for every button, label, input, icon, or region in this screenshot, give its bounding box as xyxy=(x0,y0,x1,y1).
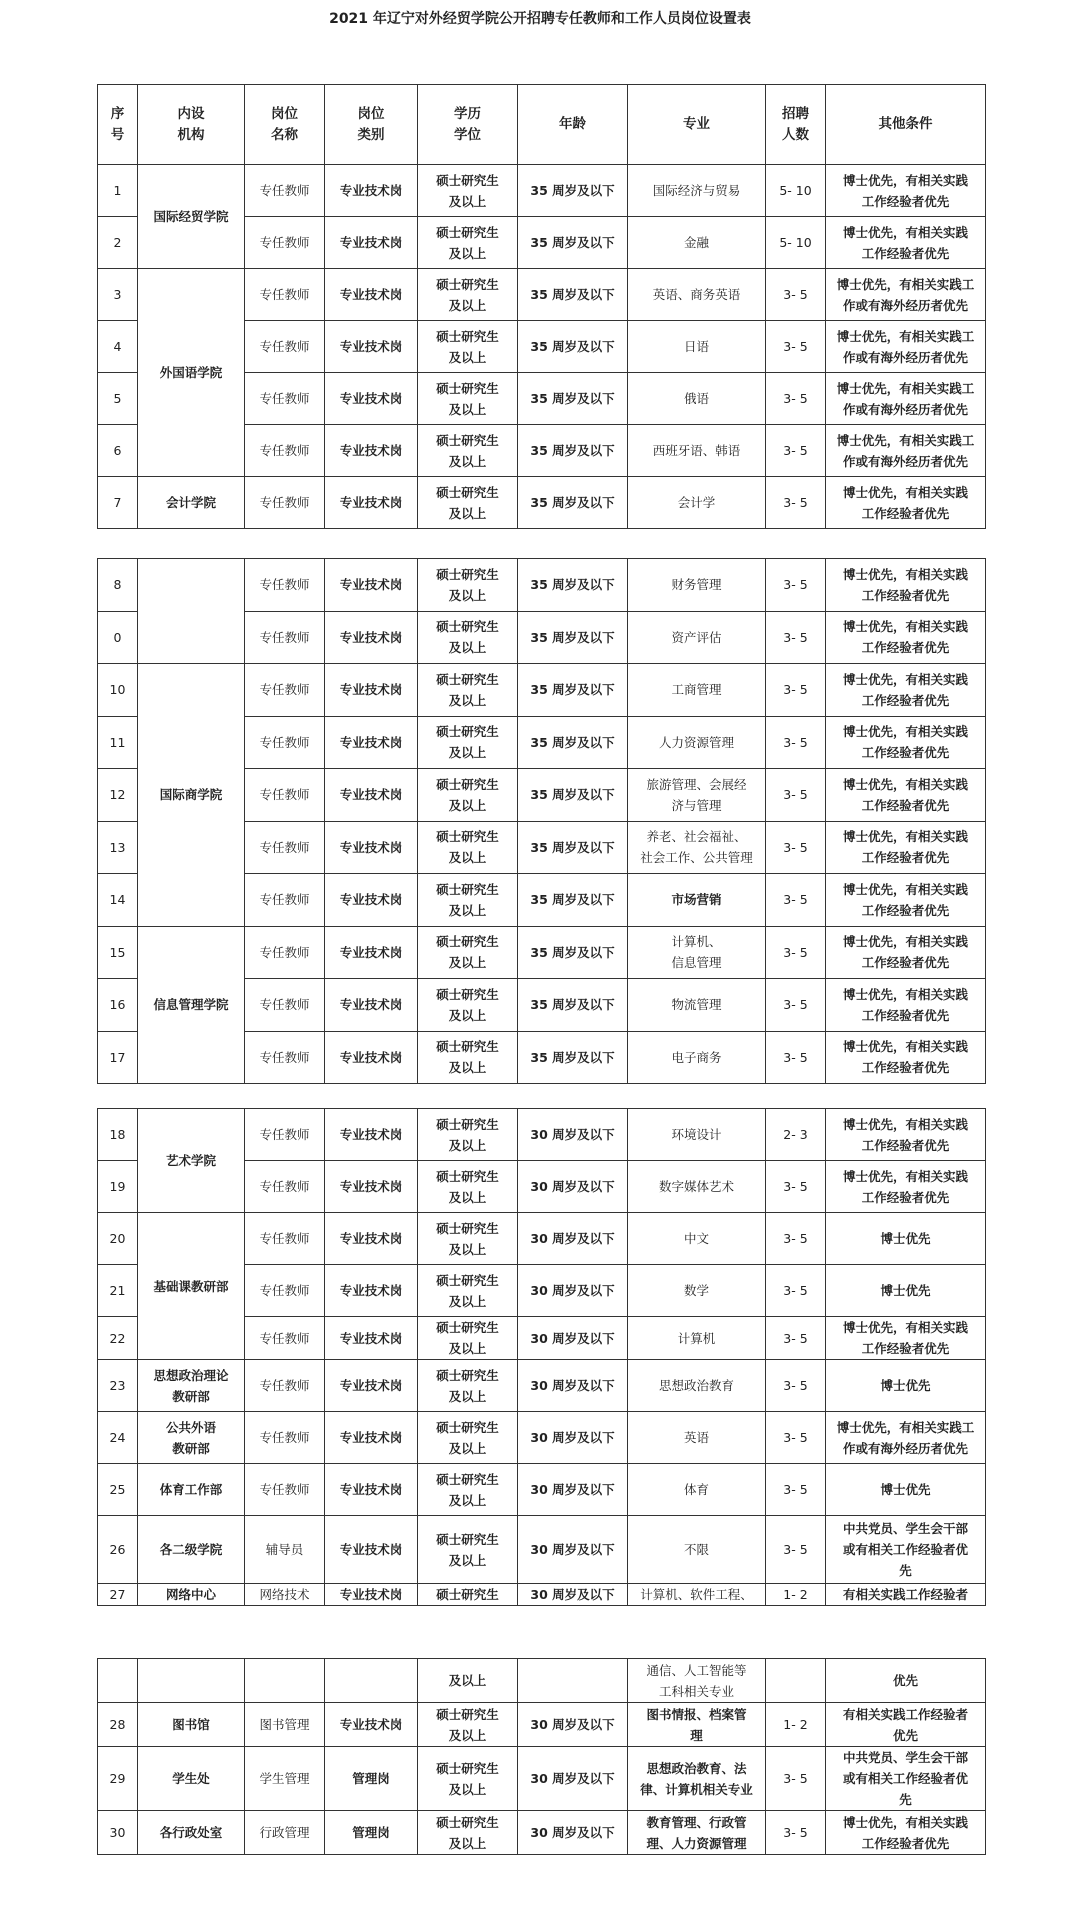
age-cell: 35 周岁及以下 xyxy=(518,926,628,979)
major-cell: 中文 xyxy=(628,1213,766,1265)
other-conditions-cell: 博士优先，有相关实践 工作经验者优先 xyxy=(826,165,986,217)
post-name-cell: 图书管理 xyxy=(245,1703,325,1747)
major-cell: 图书情报、档案管 理 xyxy=(628,1703,766,1747)
post-type-cell: 专业技术岗 xyxy=(325,269,418,321)
major-cell: 工商管理 xyxy=(628,664,766,717)
unit-cell: 基础课教研部 xyxy=(138,1213,245,1360)
row-number: 29 xyxy=(98,1747,138,1811)
count-cell: 3- 5 xyxy=(766,269,826,321)
age-cell: 35 周岁及以下 xyxy=(518,321,628,373)
post-type-cell: 专业技术岗 xyxy=(325,559,418,612)
post-type-cell: 专业技术岗 xyxy=(325,1464,418,1516)
row-number: 15 xyxy=(98,926,138,979)
table-row xyxy=(98,1516,986,1584)
table-row xyxy=(98,269,986,321)
major-cell: 资产评估 xyxy=(628,611,766,664)
post-name-cell: 专任教师 xyxy=(245,979,325,1032)
post-type-cell: 专业技术岗 xyxy=(325,926,418,979)
age-cell: 30 周岁及以下 xyxy=(518,1317,628,1360)
table-row xyxy=(98,664,986,717)
other-conditions-cell: 中共党员、学生会干部 或有相关工作经验者优 先 xyxy=(826,1516,986,1584)
post-type-cell: 专业技术岗 xyxy=(325,217,418,269)
age-cell xyxy=(518,1659,628,1703)
other-conditions-cell: 博士优先 xyxy=(826,1464,986,1516)
age-cell: 35 周岁及以下 xyxy=(518,559,628,612)
education-cell: 硕士研究生 及以上 xyxy=(418,269,518,321)
age-cell: 30 周岁及以下 xyxy=(518,1360,628,1412)
row-number: 8 xyxy=(98,559,138,612)
post-name-cell: 专任教师 xyxy=(245,1109,325,1161)
other-conditions-cell: 有相关实践工作经验者 优先 xyxy=(826,1703,986,1747)
unit-cell: 各行政处室 xyxy=(138,1811,245,1855)
post-name-cell: 辅导员 xyxy=(245,1516,325,1584)
row-number: 10 xyxy=(98,664,138,717)
other-conditions-cell: 博士优先，有相关实践工 作或有海外经历者优先 xyxy=(826,1412,986,1464)
education-cell: 硕士研究生 及以上 xyxy=(418,321,518,373)
education-cell: 硕士研究生 及以上 xyxy=(418,373,518,425)
page-title: 2021 年辽宁对外经贸学院公开招聘专任教师和工作人员岗位设置表 xyxy=(329,11,751,27)
education-cell: 及以上 xyxy=(418,1659,518,1703)
age-cell: 30 周岁及以下 xyxy=(518,1584,628,1606)
table-row xyxy=(98,1464,986,1516)
other-conditions-cell: 博士优先，有相关实践 工作经验者优先 xyxy=(826,1811,986,1855)
post-type-cell: 专业技术岗 xyxy=(325,165,418,217)
post-type-cell: 专业技术岗 xyxy=(325,1265,418,1317)
age-cell: 35 周岁及以下 xyxy=(518,874,628,927)
major-cell: 思想政治教育、法 律、计算机相关专业 xyxy=(628,1747,766,1811)
count-cell: 2- 3 xyxy=(766,1109,826,1161)
education-cell: 硕士研究生 及以上 xyxy=(418,874,518,927)
age-cell: 35 周岁及以下 xyxy=(518,373,628,425)
age-cell: 35 周岁及以下 xyxy=(518,979,628,1032)
count-cell xyxy=(766,1659,826,1703)
row-number: 6 xyxy=(98,425,138,477)
post-name-cell: 专任教师 xyxy=(245,217,325,269)
age-cell: 30 周岁及以下 xyxy=(518,1265,628,1317)
education-cell: 硕士研究生 及以上 xyxy=(418,716,518,769)
col-header-unit: 内设 机构 xyxy=(138,85,245,165)
row-number: 21 xyxy=(98,1265,138,1317)
major-cell: 思想政治教育 xyxy=(628,1360,766,1412)
col-header-age: 年龄 xyxy=(518,85,628,165)
age-cell: 35 周岁及以下 xyxy=(518,1031,628,1084)
major-cell: 养老、社会福祉、 社会工作、公共管理 xyxy=(628,821,766,874)
age-cell: 30 周岁及以下 xyxy=(518,1161,628,1213)
row-number: 14 xyxy=(98,874,138,927)
major-cell: 人力资源管理 xyxy=(628,716,766,769)
table-row xyxy=(98,926,986,979)
education-cell: 硕士研究生 及以上 xyxy=(418,664,518,717)
count-cell: 1- 2 xyxy=(766,1584,826,1606)
other-conditions-cell: 博士优先，有相关实践 工作经验者优先 xyxy=(826,217,986,269)
count-cell: 3- 5 xyxy=(766,821,826,874)
row-number: 23 xyxy=(98,1360,138,1412)
count-cell: 1- 2 xyxy=(766,1703,826,1747)
post-name-cell: 专任教师 xyxy=(245,716,325,769)
count-cell: 3- 5 xyxy=(766,477,826,529)
count-cell: 3- 5 xyxy=(766,373,826,425)
age-cell: 35 周岁及以下 xyxy=(518,769,628,822)
unit-cell xyxy=(138,559,245,664)
post-name-cell: 专任教师 xyxy=(245,477,325,529)
post-type-cell: 专业技术岗 xyxy=(325,1031,418,1084)
post-type-cell: 专业技术岗 xyxy=(325,716,418,769)
education-cell: 硕士研究生 及以上 xyxy=(418,1213,518,1265)
row-number: 12 xyxy=(98,769,138,822)
major-cell: 教育管理、行政管 理、人力资源管理 xyxy=(628,1811,766,1855)
post-name-cell: 专任教师 xyxy=(245,321,325,373)
major-cell: 数学 xyxy=(628,1265,766,1317)
age-cell: 30 周岁及以下 xyxy=(518,1747,628,1811)
other-conditions-cell: 博士优先，有相关实践 工作经验者优先 xyxy=(826,559,986,612)
count-cell: 3- 5 xyxy=(766,1360,826,1412)
education-cell: 硕士研究生 及以上 xyxy=(418,1412,518,1464)
major-cell: 物流管理 xyxy=(628,979,766,1032)
recruit-table-page-4 xyxy=(97,1658,986,1855)
major-cell: 计算机 xyxy=(628,1317,766,1360)
post-name-cell: 专任教师 xyxy=(245,559,325,612)
education-cell: 硕士研究生 及以上 xyxy=(418,769,518,822)
major-cell: 旅游管理、会展经 济与管理 xyxy=(628,769,766,822)
education-cell: 硕士研究生 及以上 xyxy=(418,821,518,874)
post-type-cell: 专业技术岗 xyxy=(325,1161,418,1213)
major-cell: 不限 xyxy=(628,1516,766,1584)
post-type-cell: 专业技术岗 xyxy=(325,1703,418,1747)
post-name-cell: 专任教师 xyxy=(245,1031,325,1084)
post-type-cell: 专业技术岗 xyxy=(325,769,418,822)
major-cell: 金融 xyxy=(628,217,766,269)
unit-cell: 网络中心 xyxy=(138,1584,245,1606)
education-cell: 硕士研究生 及以上 xyxy=(418,425,518,477)
post-name-cell: 专任教师 xyxy=(245,664,325,717)
unit-cell: 国际经贸学院 xyxy=(138,165,245,269)
post-name-cell: 专任教师 xyxy=(245,1412,325,1464)
row-number: 27 xyxy=(98,1584,138,1606)
age-cell: 30 周岁及以下 xyxy=(518,1412,628,1464)
header-row xyxy=(98,85,986,165)
major-cell: 俄语 xyxy=(628,373,766,425)
post-type-cell: 专业技术岗 xyxy=(325,979,418,1032)
post-type-cell xyxy=(325,1659,418,1703)
education-cell: 硕士研究生 及以上 xyxy=(418,217,518,269)
other-conditions-cell: 博士优先 xyxy=(826,1360,986,1412)
major-cell: 财务管理 xyxy=(628,559,766,612)
unit-cell: 学生处 xyxy=(138,1747,245,1811)
age-cell: 30 周岁及以下 xyxy=(518,1213,628,1265)
education-cell: 硕士研究生 及以上 xyxy=(418,1317,518,1360)
table-row xyxy=(98,559,986,612)
education-cell: 硕士研究生 及以上 xyxy=(418,559,518,612)
other-conditions-cell: 博士优先，有相关实践 工作经验者优先 xyxy=(826,821,986,874)
table-row xyxy=(98,1360,986,1412)
row-number: 24 xyxy=(98,1412,138,1464)
count-cell: 3- 5 xyxy=(766,716,826,769)
education-cell: 硕士研究生 及以上 xyxy=(418,1265,518,1317)
table-row xyxy=(98,1811,986,1855)
row-number: 11 xyxy=(98,716,138,769)
age-cell: 30 周岁及以下 xyxy=(518,1516,628,1584)
post-name-cell: 专任教师 xyxy=(245,373,325,425)
post-type-cell: 专业技术岗 xyxy=(325,664,418,717)
other-conditions-cell: 中共党员、学生会干部 或有相关工作经验者优 先 xyxy=(826,1747,986,1811)
post-type-cell: 专业技术岗 xyxy=(325,874,418,927)
table-row xyxy=(98,1747,986,1811)
table-row xyxy=(98,165,986,217)
major-cell: 环境设计 xyxy=(628,1109,766,1161)
post-name-cell: 专任教师 xyxy=(245,269,325,321)
unit-cell: 艺术学院 xyxy=(138,1109,245,1213)
major-cell: 电子商务 xyxy=(628,1031,766,1084)
other-conditions-cell: 博士优先，有相关实践 工作经验者优先 xyxy=(826,769,986,822)
age-cell: 35 周岁及以下 xyxy=(518,611,628,664)
row-number: 16 xyxy=(98,979,138,1032)
unit-cell: 会计学院 xyxy=(138,477,245,529)
age-cell: 35 周岁及以下 xyxy=(518,477,628,529)
major-cell: 英语 xyxy=(628,1412,766,1464)
row-number: 26 xyxy=(98,1516,138,1584)
table-row xyxy=(98,1412,986,1464)
post-name-cell: 专任教师 xyxy=(245,1464,325,1516)
recruit-table-page-1 xyxy=(97,84,986,529)
age-cell: 35 周岁及以下 xyxy=(518,664,628,717)
unit-cell: 思想政治理论 教研部 xyxy=(138,1360,245,1412)
other-conditions-cell: 博士优先，有相关实践 工作经验者优先 xyxy=(826,926,986,979)
other-conditions-cell: 博士优先，有相关实践 工作经验者优先 xyxy=(826,664,986,717)
post-name-cell: 专任教师 xyxy=(245,1360,325,1412)
count-cell: 3- 5 xyxy=(766,1516,826,1584)
post-type-cell: 专业技术岗 xyxy=(325,321,418,373)
education-cell: 硕士研究生 及以上 xyxy=(418,1747,518,1811)
unit-cell xyxy=(138,1659,245,1703)
age-cell: 35 周岁及以下 xyxy=(518,821,628,874)
post-name-cell: 专任教师 xyxy=(245,1265,325,1317)
count-cell: 3- 5 xyxy=(766,425,826,477)
count-cell: 3- 5 xyxy=(766,1747,826,1811)
row-number xyxy=(98,1659,138,1703)
education-cell: 硕士研究生 及以上 xyxy=(418,1031,518,1084)
unit-cell: 国际商学院 xyxy=(138,664,245,927)
row-number: 5 xyxy=(98,373,138,425)
post-name-cell: 专任教师 xyxy=(245,874,325,927)
other-conditions-cell: 博士优先，有相关实践 工作经验者优先 xyxy=(826,611,986,664)
col-header-count: 招聘 人数 xyxy=(766,85,826,165)
row-number: 1 xyxy=(98,165,138,217)
other-conditions-cell: 博士优先，有相关实践工 作或有海外经历者优先 xyxy=(826,269,986,321)
other-conditions-cell: 博士优先，有相关实践 工作经验者优先 xyxy=(826,716,986,769)
table-row xyxy=(98,1584,986,1606)
post-name-cell: 行政管理 xyxy=(245,1811,325,1855)
education-cell: 硕士研究生 及以上 xyxy=(418,1161,518,1213)
age-cell: 35 周岁及以下 xyxy=(518,217,628,269)
education-cell: 硕士研究生 及以上 xyxy=(418,165,518,217)
major-cell: 计算机、 信息管理 xyxy=(628,926,766,979)
education-cell: 硕士研究生 及以上 xyxy=(418,1703,518,1747)
post-type-cell: 专业技术岗 xyxy=(325,611,418,664)
major-cell: 日语 xyxy=(628,321,766,373)
post-name-cell: 专任教师 xyxy=(245,1213,325,1265)
row-number: 20 xyxy=(98,1213,138,1265)
education-cell: 硕士研究生 及以上 xyxy=(418,979,518,1032)
age-cell: 35 周岁及以下 xyxy=(518,165,628,217)
count-cell: 5- 10 xyxy=(766,165,826,217)
count-cell: 3- 5 xyxy=(766,559,826,612)
count-cell: 3- 5 xyxy=(766,1317,826,1360)
post-type-cell: 专业技术岗 xyxy=(325,1213,418,1265)
education-cell: 硕士研究生 及以上 xyxy=(418,1811,518,1855)
count-cell: 3- 5 xyxy=(766,979,826,1032)
count-cell: 3- 5 xyxy=(766,1265,826,1317)
other-conditions-cell: 博士优先，有相关实践 工作经验者优先 xyxy=(826,1109,986,1161)
post-type-cell: 专业技术岗 xyxy=(325,1360,418,1412)
col-header-major: 专业 xyxy=(628,85,766,165)
post-name-cell: 专任教师 xyxy=(245,821,325,874)
education-cell: 硕士研究生 及以上 xyxy=(418,1516,518,1584)
col-header-edu: 学历 学位 xyxy=(418,85,518,165)
education-cell: 硕士研究生 及以上 xyxy=(418,1464,518,1516)
age-cell: 30 周岁及以下 xyxy=(518,1811,628,1855)
post-type-cell: 专业技术岗 xyxy=(325,425,418,477)
table-row xyxy=(98,1703,986,1747)
count-cell: 3- 5 xyxy=(766,1464,826,1516)
major-cell: 国际经济与贸易 xyxy=(628,165,766,217)
row-number: 17 xyxy=(98,1031,138,1084)
row-number: 22 xyxy=(98,1317,138,1360)
unit-cell: 信息管理学院 xyxy=(138,926,245,1084)
row-number: 30 xyxy=(98,1811,138,1855)
major-cell: 会计学 xyxy=(628,477,766,529)
unit-cell: 图书馆 xyxy=(138,1703,245,1747)
count-cell: 3- 5 xyxy=(766,1161,826,1213)
age-cell: 35 周岁及以下 xyxy=(518,425,628,477)
post-type-cell: 专业技术岗 xyxy=(325,373,418,425)
post-name-cell: 专任教师 xyxy=(245,1161,325,1213)
post-name-cell: 专任教师 xyxy=(245,926,325,979)
age-cell: 35 周岁及以下 xyxy=(518,716,628,769)
count-cell: 3- 5 xyxy=(766,1412,826,1464)
major-cell: 西班牙语、韩语 xyxy=(628,425,766,477)
post-type-cell: 专业技术岗 xyxy=(325,1317,418,1360)
other-conditions-cell: 博士优先，有相关实践工 作或有海外经历者优先 xyxy=(826,321,986,373)
education-cell: 硕士研究生 及以上 xyxy=(418,926,518,979)
education-cell: 硕士研究生 及以上 xyxy=(418,1109,518,1161)
other-conditions-cell: 博士优先 xyxy=(826,1213,986,1265)
age-cell: 30 周岁及以下 xyxy=(518,1464,628,1516)
education-cell: 硕士研究生 xyxy=(418,1584,518,1606)
other-conditions-cell: 博士优先，有相关实践 工作经验者优先 xyxy=(826,1031,986,1084)
count-cell: 5- 10 xyxy=(766,217,826,269)
post-type-cell: 专业技术岗 xyxy=(325,821,418,874)
post-type-cell: 专业技术岗 xyxy=(325,1584,418,1606)
age-cell: 35 周岁及以下 xyxy=(518,269,628,321)
other-conditions-cell: 博士优先，有相关实践 工作经验者优先 xyxy=(826,477,986,529)
col-header-type: 岗位 类别 xyxy=(325,85,418,165)
table-row xyxy=(98,1659,986,1703)
other-conditions-cell: 有相关实践工作经验者 xyxy=(826,1584,986,1606)
unit-cell: 公共外语 教研部 xyxy=(138,1412,245,1464)
post-type-cell: 专业技术岗 xyxy=(325,477,418,529)
post-type-cell: 专业技术岗 xyxy=(325,1109,418,1161)
row-number: 0 xyxy=(98,611,138,664)
col-header-other: 其他条件 xyxy=(826,85,986,165)
education-cell: 硕士研究生 及以上 xyxy=(418,477,518,529)
count-cell: 3- 5 xyxy=(766,769,826,822)
col-header-no: 序 号 xyxy=(98,85,138,165)
row-number: 3 xyxy=(98,269,138,321)
post-name-cell: 专任教师 xyxy=(245,611,325,664)
major-cell: 市场营销 xyxy=(628,874,766,927)
count-cell: 3- 5 xyxy=(766,611,826,664)
post-name-cell: 学生管理 xyxy=(245,1747,325,1811)
education-cell: 硕士研究生 及以上 xyxy=(418,611,518,664)
post-name-cell: 专任教师 xyxy=(245,425,325,477)
count-cell: 3- 5 xyxy=(766,1031,826,1084)
unit-cell: 体育工作部 xyxy=(138,1464,245,1516)
major-cell: 英语、商务英语 xyxy=(628,269,766,321)
education-cell: 硕士研究生 及以上 xyxy=(418,1360,518,1412)
post-name-cell xyxy=(245,1659,325,1703)
other-conditions-cell: 博士优先，有相关实践 工作经验者优先 xyxy=(826,874,986,927)
age-cell: 30 周岁及以下 xyxy=(518,1703,628,1747)
count-cell: 3- 5 xyxy=(766,1213,826,1265)
post-name-cell: 网络技术 xyxy=(245,1584,325,1606)
recruit-table-page-2 xyxy=(97,558,986,1084)
count-cell: 3- 5 xyxy=(766,926,826,979)
post-name-cell: 专任教师 xyxy=(245,165,325,217)
recruit-table-page-3 xyxy=(97,1108,986,1606)
major-cell: 计算机、软件工程、 xyxy=(628,1584,766,1606)
post-type-cell: 管理岗 xyxy=(325,1747,418,1811)
col-header-post: 岗位 名称 xyxy=(245,85,325,165)
post-type-cell: 管理岗 xyxy=(325,1811,418,1855)
table-row xyxy=(98,477,986,529)
table-row xyxy=(98,1109,986,1161)
major-cell: 数字媒体艺术 xyxy=(628,1161,766,1213)
post-name-cell: 专任教师 xyxy=(245,1317,325,1360)
other-conditions-cell: 博士优先，有相关实践 工作经验者优先 xyxy=(826,979,986,1032)
row-number: 2 xyxy=(98,217,138,269)
row-number: 28 xyxy=(98,1703,138,1747)
count-cell: 3- 5 xyxy=(766,321,826,373)
other-conditions-cell: 博士优先，有相关实践工 作或有海外经历者优先 xyxy=(826,425,986,477)
age-cell: 30 周岁及以下 xyxy=(518,1109,628,1161)
post-type-cell: 专业技术岗 xyxy=(325,1516,418,1584)
row-number: 18 xyxy=(98,1109,138,1161)
table-row xyxy=(98,1213,986,1265)
row-number: 25 xyxy=(98,1464,138,1516)
unit-cell: 各二级学院 xyxy=(138,1516,245,1584)
post-type-cell: 专业技术岗 xyxy=(325,1412,418,1464)
count-cell: 3- 5 xyxy=(766,1811,826,1855)
major-cell: 体育 xyxy=(628,1464,766,1516)
other-conditions-cell: 优先 xyxy=(826,1659,986,1703)
row-number: 13 xyxy=(98,821,138,874)
row-number: 19 xyxy=(98,1161,138,1213)
other-conditions-cell: 博士优先，有相关实践 工作经验者优先 xyxy=(826,1317,986,1360)
count-cell: 3- 5 xyxy=(766,664,826,717)
unit-cell: 外国语学院 xyxy=(138,269,245,477)
count-cell: 3- 5 xyxy=(766,874,826,927)
major-cell: 通信、人工智能等 工科相关专业 xyxy=(628,1659,766,1703)
row-number: 4 xyxy=(98,321,138,373)
other-conditions-cell: 博士优先，有相关实践 工作经验者优先 xyxy=(826,1161,986,1213)
other-conditions-cell: 博士优先 xyxy=(826,1265,986,1317)
other-conditions-cell: 博士优先，有相关实践工 作或有海外经历者优先 xyxy=(826,373,986,425)
row-number: 7 xyxy=(98,477,138,529)
post-name-cell: 专任教师 xyxy=(245,769,325,822)
